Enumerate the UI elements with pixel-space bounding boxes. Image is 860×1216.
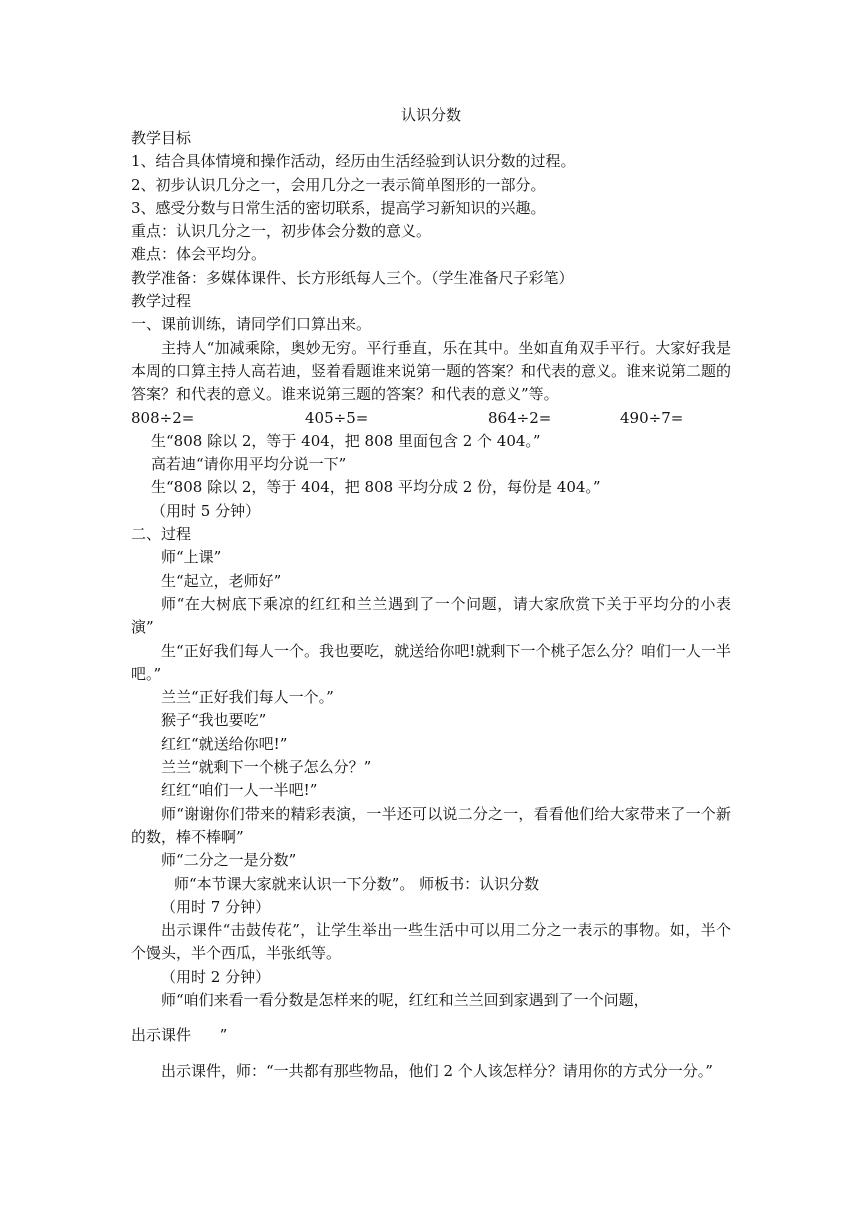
drum-paragraph: 出示课件“击鼓传花”，让学生举出一些生活中可以用二分之一表示的事物。如，半个个馒头，半个西瓜，半张纸等。 (131, 921, 731, 963)
dialogue-line: 生“起立，老师好” (161, 571, 282, 590)
document-title: 认识分数 (400, 106, 461, 124)
host-paragraph: 主持人“加减乘除，奥妙无穷。平行垂直，乐在其中。坐如直角双手平行。大家好我是本周的口算主持人高若迪，竖着看题谁来说第一题的答案？和代表的意义。谁来说第二题的答案？和代表的意义。谁来说第三题的答案？和代表的意义”等。 (131, 338, 732, 404)
calc-item: 808÷2= (131, 408, 195, 427)
teacher-thanks: 师“谢谢你们带来的精彩表演，一半还可以说二分之一，看看他们给大家带来了一个新的数，棒不棒啊” (131, 804, 731, 846)
goal-item: 3、感受分数与日常生活的密切联系，提高学习新知识的兴趣。 (131, 198, 546, 217)
teacher-board: 师“本节课大家就来认识一下分数”。 师板书：认识分数 (174, 874, 540, 893)
dialogue-line: 红红“就送给你吧!” (161, 734, 288, 753)
section1-heading: 一、课前训练，请同学们口算出来。 (131, 315, 372, 334)
student-answer: 生“808 除以 2，等于 404，把 808 平均分成 2 份，每份是 404。” (151, 478, 601, 497)
spacer (131, 1012, 731, 1024)
key-point: 重点：认识几分之一，初步体会分数的意义。 (131, 222, 432, 241)
section2-heading: 二、过程 (131, 525, 192, 544)
goals-heading: 教学目标 (131, 129, 192, 147)
dialogue-line: 兰兰“正好我们每人一个。” (161, 688, 334, 707)
goal-item: 1、结合具体情境和操作活动，经历由生活经验到认识分数的过程。 (131, 152, 576, 171)
student-answer: 生“808 除以 2，等于 404，把 808 里面包含 2 个 404。” (151, 431, 541, 450)
difficulty: 难点：体会平均分。 (131, 245, 267, 264)
teacher-home: 师“咱们来看一看分数是怎样来的呢，红红和兰兰回到家遇到了一个问题， (161, 990, 649, 1009)
calc-item: 864÷2= (488, 408, 552, 427)
dialogue-line: 师“二分之一是分数” (161, 851, 297, 870)
time-note: （用时 7 分钟） (161, 897, 271, 916)
document-body (131, 104, 731, 1083)
time-note: （用时 5 分钟） (151, 501, 261, 520)
student-play: 生“正好我们每人一个。我也要吃，就送给你吧!就剩下一个桃子怎么分？咱们一人一半吧。” (131, 641, 731, 683)
preparation: 教学准备：多媒体课件、长方形纸每人三个。（学生准备尺子彩笔） (131, 268, 574, 287)
calc-item: 405÷5= (305, 408, 369, 427)
gao-prompt: 高若迪“请你用平均分说一下” (151, 455, 347, 474)
spacer (131, 1048, 731, 1060)
dialogue-line: 师“上课” (161, 548, 222, 567)
time-note: （用时 2 分钟） (161, 967, 271, 986)
calc-item: 490÷7= (620, 408, 684, 427)
goal-item: 2、初步认识几分之一，会用几分之一表示简单图形的一部分。 (131, 175, 546, 194)
calculation-row (131, 407, 731, 430)
process-heading: 教学过程 (131, 292, 192, 311)
courseware-paragraph: 出示课件，师：“一共都有那些物品，他们 2 个人该怎样分？请用你的方式分一分。” (161, 1061, 713, 1080)
dialogue-line: 兰兰“就剩下一个桃子怎么分？” (161, 758, 372, 777)
teacher-story: 师“在大树底下乘凉的红红和兰兰遇到了一个问题，请大家欣赏下关于平均分的小表演” (131, 594, 731, 637)
dialogue-line: 猴子“我也要吃” (161, 711, 267, 730)
show-courseware: 出示课件 ” (131, 1026, 228, 1045)
dialogue-line: 红红“咱们一人一半吧!” (161, 781, 318, 800)
